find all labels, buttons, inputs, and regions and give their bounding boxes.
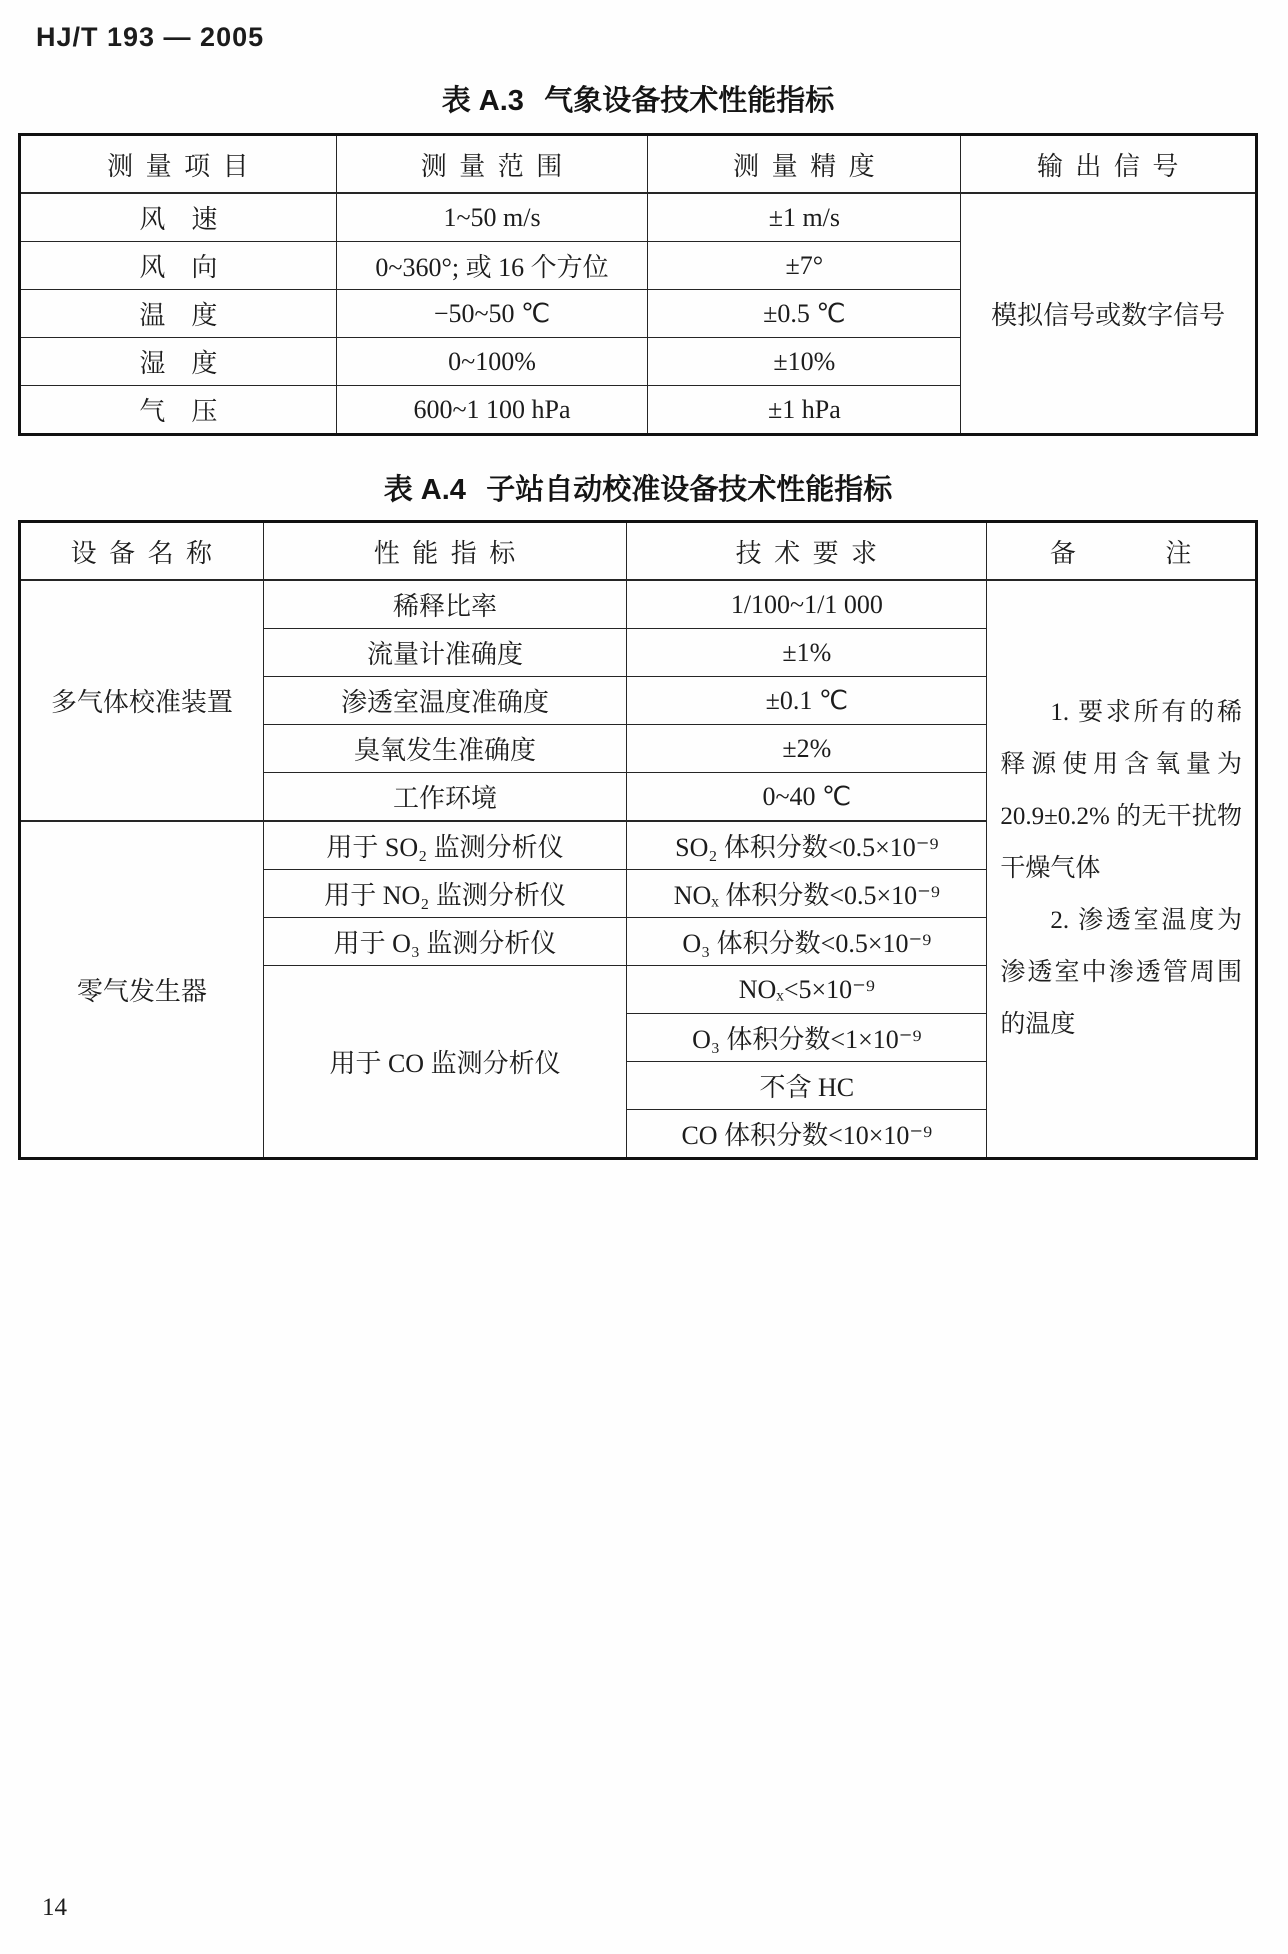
cell-accuracy: ±7° bbox=[648, 242, 961, 290]
cell-requirement: NOₓ<5×10⁻⁹ bbox=[627, 966, 987, 1014]
cell-performance-co-analyzer: 用于 CO 监测分析仪 bbox=[263, 966, 627, 1159]
doc-code: HJ/T 193 — 2005 bbox=[36, 22, 265, 52]
cell-remarks bbox=[987, 580, 1257, 1159]
table-a4-title-text: 子站自动校准设备技术性能指标 bbox=[486, 474, 893, 506]
cell-device-zero-gas-generator: 零气发生器 bbox=[20, 821, 264, 1159]
cell-performance: 用于 NO₂ 监测分析仪 bbox=[263, 870, 627, 918]
header-performance-index: 性能指标 bbox=[263, 522, 627, 581]
cell-range: 600~1 100 hPa bbox=[336, 386, 648, 435]
cell-performance: 用于 O₃ 监测分析仪 bbox=[263, 918, 627, 966]
cell-requirement: 1/100~1/1 000 bbox=[627, 580, 987, 629]
cell-accuracy: ±0.5 ℃ bbox=[648, 290, 961, 338]
table-a4-header-row bbox=[20, 522, 1257, 581]
header-remarks: 备 注 bbox=[987, 522, 1257, 581]
cell-requirement: 不含 HC bbox=[627, 1062, 987, 1110]
cell-requirement: 0~40 ℃ bbox=[627, 773, 987, 822]
page-number: 14 bbox=[42, 1894, 67, 1921]
cell-requirement: CO 体积分数<10×10⁻⁹ bbox=[627, 1110, 987, 1159]
cell-requirement: O₃ 体积分数<1×10⁻⁹ bbox=[627, 1014, 987, 1062]
cell-requirement: O₃ 体积分数<0.5×10⁻⁹ bbox=[627, 918, 987, 966]
cell-performance: 臭氧发生准确度 bbox=[263, 725, 627, 773]
cell-item: 湿 度 bbox=[20, 338, 337, 386]
cell-output-signal: 模拟信号或数字信号 bbox=[961, 193, 1257, 435]
cell-accuracy: ±1 m/s bbox=[648, 193, 961, 242]
cell-item: 风 速 bbox=[20, 193, 337, 242]
header-measure-item: 测量项目 bbox=[20, 135, 337, 194]
table-row bbox=[20, 193, 1257, 242]
header-device-name: 设备名称 bbox=[20, 522, 264, 581]
table-a3 bbox=[18, 133, 1258, 436]
cell-accuracy: ±10% bbox=[648, 338, 961, 386]
cell-accuracy: ±1 hPa bbox=[648, 386, 961, 435]
cell-performance: 渗透室温度准确度 bbox=[263, 677, 627, 725]
table-row bbox=[20, 580, 1257, 629]
cell-requirement: ±0.1 ℃ bbox=[627, 677, 987, 725]
header-technical-requirement: 技术要求 bbox=[627, 522, 987, 581]
cell-item: 风 向 bbox=[20, 242, 337, 290]
table-a4 bbox=[18, 520, 1258, 1160]
table-a4-title-prefix: 表 A.4 bbox=[383, 474, 466, 506]
remark-note-2: 2. 渗透室温度为渗透室中渗透管周围的温度 bbox=[1000, 907, 1242, 1038]
cell-requirement: ±2% bbox=[627, 725, 987, 773]
cell-performance: 工作环境 bbox=[263, 773, 627, 822]
cell-requirement: NOₓ 体积分数<0.5×10⁻⁹ bbox=[627, 870, 987, 918]
header-measure-range: 测量范围 bbox=[336, 135, 648, 194]
cell-range: 0~360°; 或 16 个方位 bbox=[336, 242, 648, 290]
cell-item: 温 度 bbox=[20, 290, 337, 338]
table-a3-title-prefix: 表 A.3 bbox=[441, 85, 524, 117]
cell-performance: 流量计准确度 bbox=[263, 629, 627, 677]
cell-performance: 稀释比率 bbox=[263, 580, 627, 629]
cell-item: 气 压 bbox=[20, 386, 337, 435]
cell-range: −50~50 ℃ bbox=[336, 290, 648, 338]
cell-range: 0~100% bbox=[336, 338, 648, 386]
cell-requirement: SO₂ 体积分数<0.5×10⁻⁹ bbox=[627, 821, 987, 870]
table-a3-title-text: 气象设备技术性能指标 bbox=[544, 85, 835, 117]
table-a4-title bbox=[18, 436, 1258, 508]
table-a3-title bbox=[18, 0, 1258, 119]
table-a3-header-row bbox=[20, 135, 1257, 194]
cell-range: 1~50 m/s bbox=[336, 193, 648, 242]
header-measure-accuracy: 测量精度 bbox=[648, 135, 961, 194]
header-output-signal: 输出信号 bbox=[961, 135, 1257, 194]
cell-requirement: ±1% bbox=[627, 629, 987, 677]
remark-note-1: 1. 要求所有的稀释源使用含氧量为 20.9±0.2% 的无干扰物干燥气体 bbox=[1000, 699, 1242, 882]
cell-device-multigas-calibrator: 多气体校准装置 bbox=[20, 580, 264, 821]
cell-performance: 用于 SO₂ 监测分析仪 bbox=[263, 821, 627, 870]
